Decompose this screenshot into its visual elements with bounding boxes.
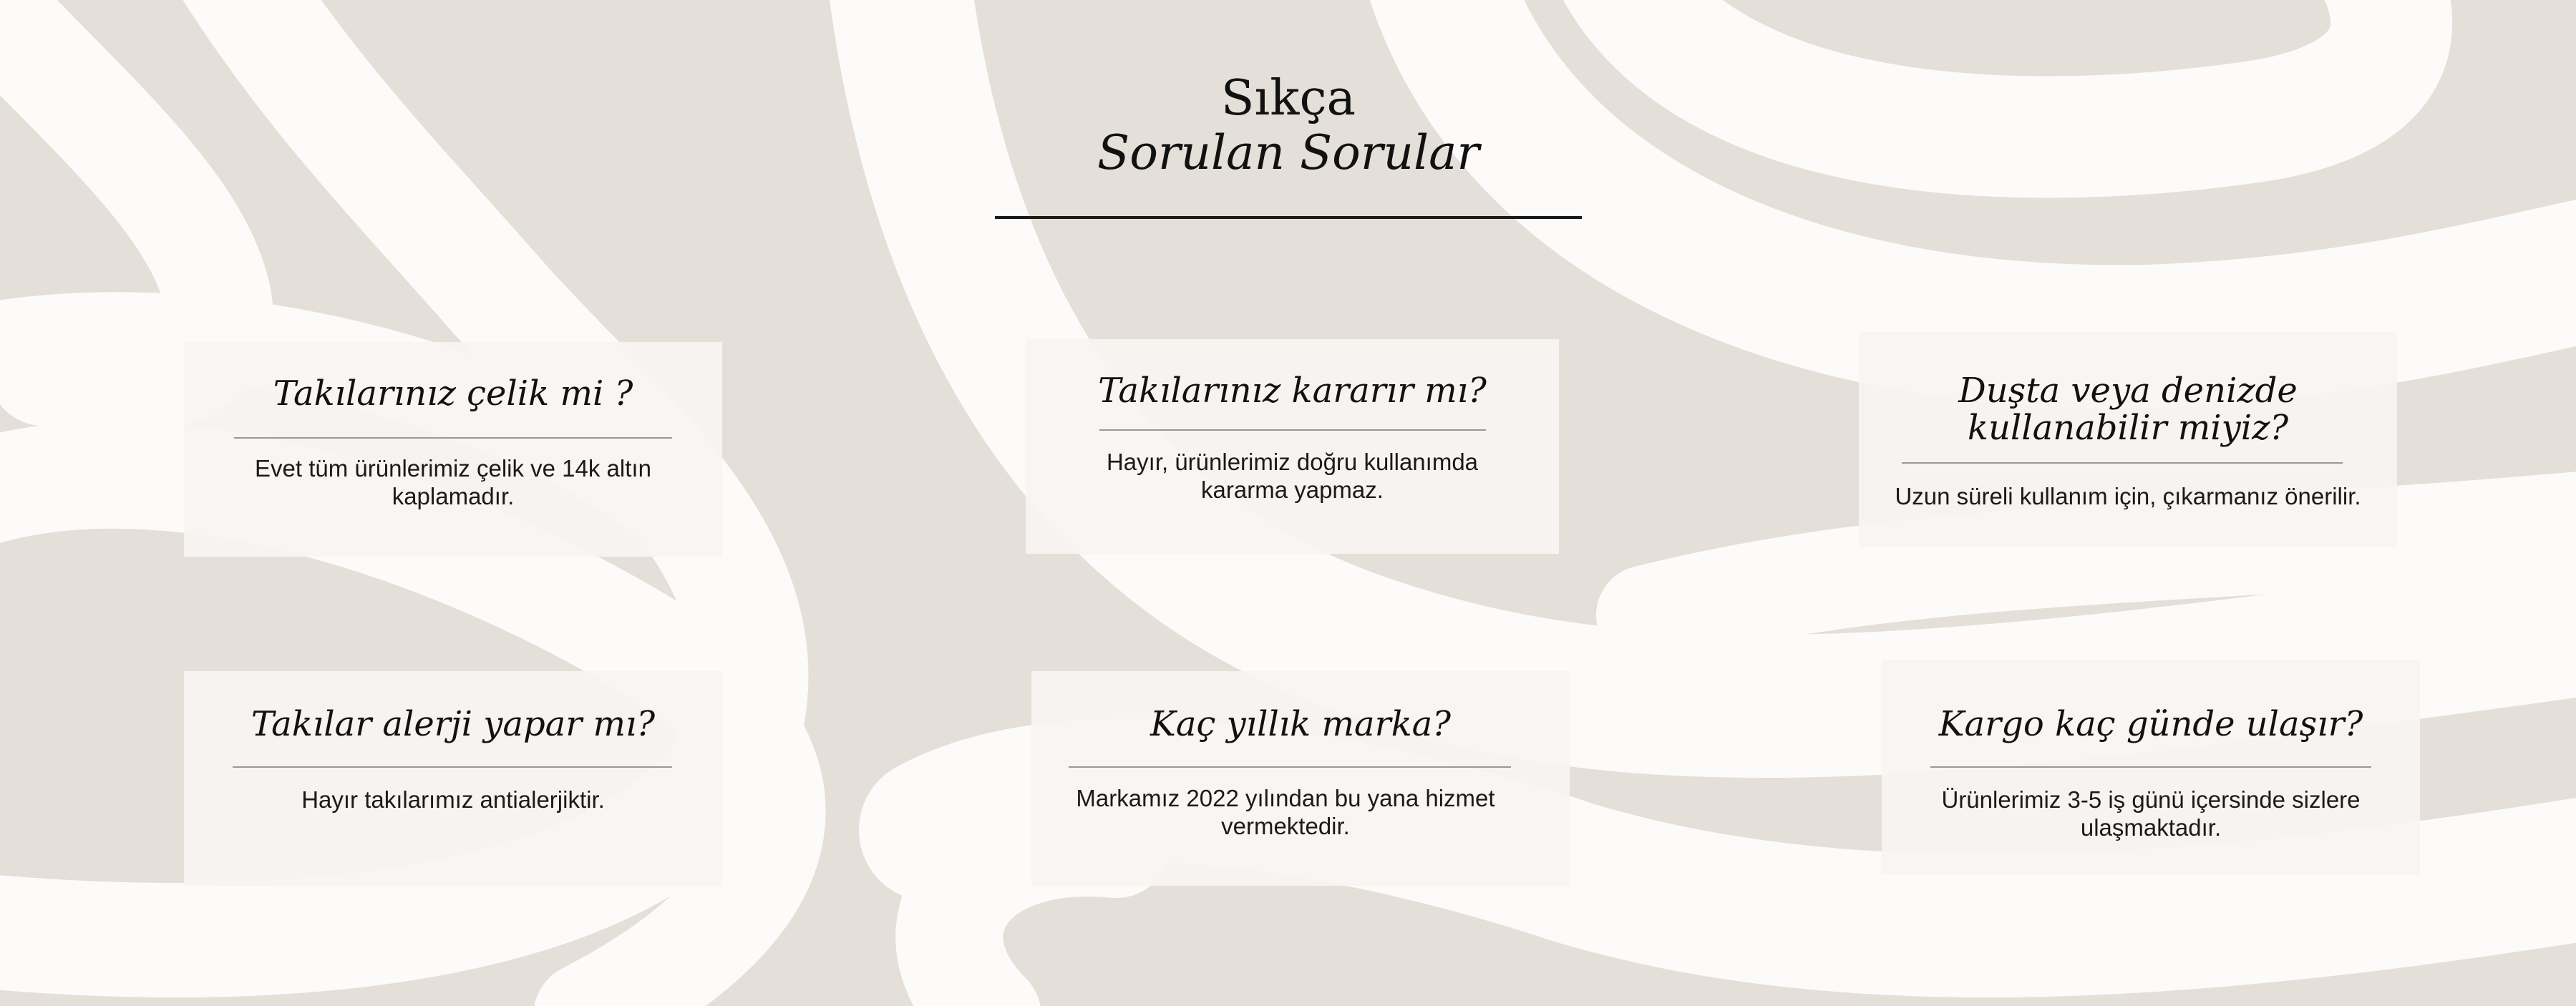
- faq-divider: [1099, 429, 1486, 431]
- faq-question: Takılarınız çelik mi ?: [273, 373, 633, 414]
- faq-card-allergy: [184, 671, 722, 886]
- faq-divider: [233, 766, 672, 768]
- faq-answer: Evet tüm ürünlerimiz çelik ve 14k altın kaplamadır.: [255, 455, 651, 509]
- faq-card-shower: [1859, 332, 2397, 547]
- faq-question: Kaç yıllık marka?: [1150, 704, 1451, 744]
- faq-answer: Hayır takılarımız antialerjiktir.: [301, 786, 605, 813]
- page-title-line1: Sıkça: [1220, 70, 1356, 127]
- faq-card-steel: [184, 342, 722, 557]
- faq-card-tarnish: [1026, 339, 1559, 554]
- faq-divider: [1069, 766, 1511, 768]
- faq-divider: [1930, 766, 2371, 768]
- faq-question: Kargo kaç günde ulaşır?: [1938, 704, 2363, 744]
- faq-answer: Markamız 2022 yılından bu yana hizmet vermektedir.: [1076, 785, 1495, 839]
- faq-divider: [1902, 462, 2343, 464]
- faq-question: Takılarınız kararır mı?: [1098, 371, 1487, 411]
- faq-divider: [234, 437, 672, 439]
- faq-card-shipping: [1882, 660, 2420, 874]
- faq-question: Takılar alerji yapar mı?: [251, 704, 656, 744]
- page-title: [995, 72, 1582, 180]
- faq-answer: Hayır, ürünlerimiz doğru kullanımda kararma yapmaz.: [1106, 449, 1479, 503]
- faq-answer: Uzun süreli kullanım için, çıkarmanız önerilir.: [1895, 483, 2361, 509]
- title-divider: [995, 216, 1582, 219]
- faq-card-brand-age: [1031, 671, 1570, 886]
- faq-answer: Ürünlerimiz 3-5 iş günü içersinde sizlere ulaşmaktadır.: [1941, 786, 2361, 841]
- page-title-line2: Sorulan Sorular: [1097, 125, 1479, 180]
- faq-question: Duşta veya denizde kullanabilir miyiz?: [1958, 371, 2298, 448]
